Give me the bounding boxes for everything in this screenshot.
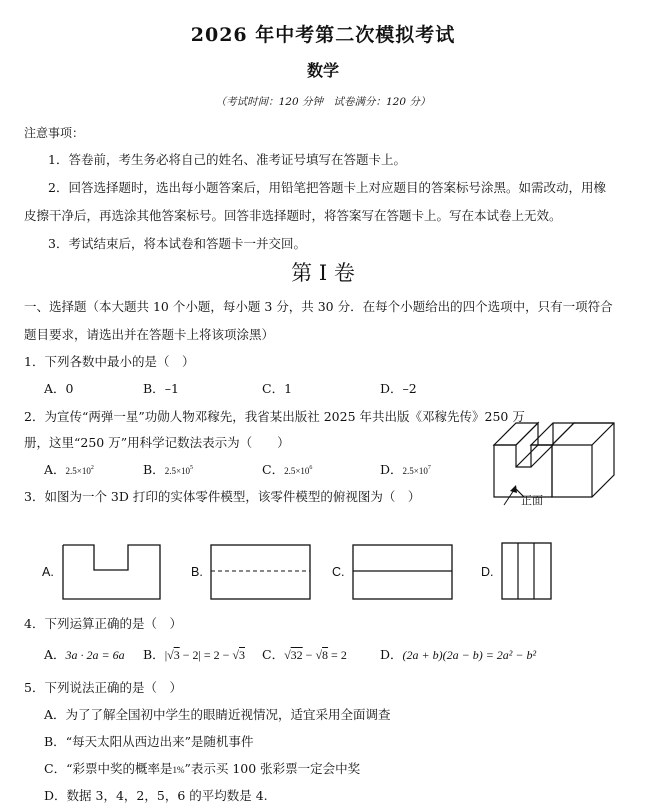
option-exponent: 6	[309, 464, 313, 471]
q2-option-b	[143, 460, 193, 478]
radicand: 32	[290, 648, 303, 662]
q2-option-c	[262, 460, 312, 478]
sqrt-symbol: √	[315, 648, 323, 662]
option-label: A．	[44, 462, 66, 477]
page-title: 2026 年中考第二次模拟考试	[190, 24, 456, 46]
option-label: A．	[44, 381, 66, 396]
option-label: D．	[380, 381, 403, 396]
q5-option-a	[44, 705, 391, 723]
option-base: 2.5×10	[402, 466, 428, 476]
option-expression: = 2	[328, 648, 347, 662]
option-label: C．	[262, 647, 285, 662]
option-label: A．	[44, 707, 66, 722]
option-label: D．	[380, 647, 403, 662]
q5-option-b	[44, 732, 253, 750]
option-label: B．	[44, 734, 66, 749]
notice-item-2-line-1: 2．回答选择题时，选出每小题答案后，用铅笔把答题卡上对应题目的答案标号涂黑。如需改动，用橡	[48, 180, 606, 195]
exam-info: （考试时间：120 分钟 试卷满分：120 分）	[215, 96, 431, 108]
section-1-heading-line-1: 一、选择题（本大题共 10 个小题，每小题 3 分，共 30 分．在每个小题给出的四个选项中，只有一项符合	[24, 299, 613, 314]
q3-option-c-figure	[352, 544, 454, 600]
q4-option-b	[143, 645, 245, 663]
option-label: B．	[143, 647, 165, 662]
option-value: –2	[402, 381, 417, 396]
question-1-stem: 1．下列各数中最小的是（ ）	[24, 354, 195, 369]
notice-item-3: 3．考试结束后，将本试卷和答题卡一并交回。	[48, 236, 306, 251]
figure-front-label: 正面	[521, 495, 543, 507]
q1-option-d	[380, 379, 417, 397]
radicand: 8	[322, 648, 329, 662]
q3-option-d-label: D.	[481, 565, 494, 579]
option-text: “彩票中奖的概率是	[66, 761, 173, 776]
option-value: 1	[284, 381, 293, 396]
abs-bar-left: |	[164, 648, 168, 662]
q3-option-a-label: A.	[42, 565, 54, 579]
question-3-stem: 3．如图为一个 3D 打印的实体零件模型，该零件模型的俯视图为（ ）	[24, 489, 421, 504]
3d-part-figure	[486, 405, 626, 515]
q5-option-c	[44, 759, 360, 777]
sqrt-symbol: √	[232, 648, 239, 662]
q1-option-a	[44, 379, 73, 397]
q2-option-a	[44, 460, 94, 478]
option-text: ”表示买 100 张彩票一定会中奖	[184, 761, 361, 776]
notice-heading: 注意事项：	[24, 126, 85, 140]
option-expression: − 2| = 2 −	[179, 648, 233, 662]
option-base: 2.5×10	[284, 466, 310, 476]
option-label: C．	[44, 761, 67, 776]
q4-option-d	[380, 645, 536, 663]
volume-title: 第 I 卷	[291, 261, 355, 285]
option-expression: −	[302, 648, 316, 662]
option-value: –1	[164, 381, 179, 396]
q3-option-a-figure	[62, 544, 162, 600]
section-1-heading-line-2: 题目要求，请选出并在答题卡上将该项涂黑）	[24, 327, 275, 342]
sqrt-symbol: √	[167, 648, 174, 662]
option-percent: 1%	[172, 765, 185, 775]
option-expression: (2a + b)(2a − b) = 2a² − b²	[402, 648, 537, 662]
option-label: B．	[143, 381, 165, 396]
question-2-line-1: 2．为宣传“两弹一星”功勋人物邓稼先，我省某出版社 2025 年共出版《邓稼先传》250 万	[24, 409, 525, 424]
option-label: C．	[262, 381, 285, 396]
radicand: 3	[239, 648, 245, 662]
option-base: 2.5×10	[65, 466, 91, 476]
option-label: B．	[143, 462, 165, 477]
option-expression: 3a · 2a = 6a	[65, 648, 125, 662]
q5-option-d	[44, 786, 268, 804]
option-text: “每天太阳从西边出来”是随机事件	[65, 734, 254, 749]
option-label: C．	[262, 462, 285, 477]
subject-title: 数学	[306, 61, 339, 80]
option-exponent: 5	[190, 464, 194, 471]
option-exponent: 7	[427, 464, 431, 471]
option-text: 数据 3，4，2，5，6 的平均数是 4.	[66, 788, 268, 803]
question-4-stem: 4．下列运算正确的是（ ）	[24, 616, 182, 631]
question-5-stem: 5．下列说法正确的是（ ）	[24, 680, 182, 695]
q3-option-b-figure	[210, 544, 312, 600]
option-label: D．	[380, 462, 403, 477]
q1-option-b	[143, 379, 179, 397]
option-value: 0	[65, 381, 74, 396]
option-text: 为了了解全国初中学生的眼睛近视情况，适宜采用全面调查	[65, 707, 391, 722]
q3-option-c-label: C.	[332, 565, 345, 579]
q4-option-c	[262, 645, 347, 663]
question-2-line-2: 册，这里“250 万”用科学记数法表示为（ ）	[24, 435, 290, 450]
notice-item-2-line-2: 皮擦干净后，再选涂其他答案标号。回答非选择题时，将答案写在答题卡上。写在本试卷上无效。	[24, 208, 562, 223]
q2-option-d	[380, 460, 431, 478]
notice-item-1: 1．答卷前，考生务必将自己的姓名、准考证号填写在答题卡上。	[48, 152, 406, 167]
option-label: A．	[44, 647, 66, 662]
option-base: 2.5×10	[164, 466, 191, 476]
option-label: D．	[44, 788, 67, 803]
option-exponent: 2	[90, 464, 94, 471]
radicand: 3	[173, 648, 180, 662]
q3-option-b-label: B.	[191, 565, 203, 579]
q4-option-a	[44, 645, 125, 663]
q1-option-c	[262, 379, 292, 397]
q3-option-d-figure	[501, 542, 553, 600]
sqrt-symbol: √	[284, 648, 291, 662]
